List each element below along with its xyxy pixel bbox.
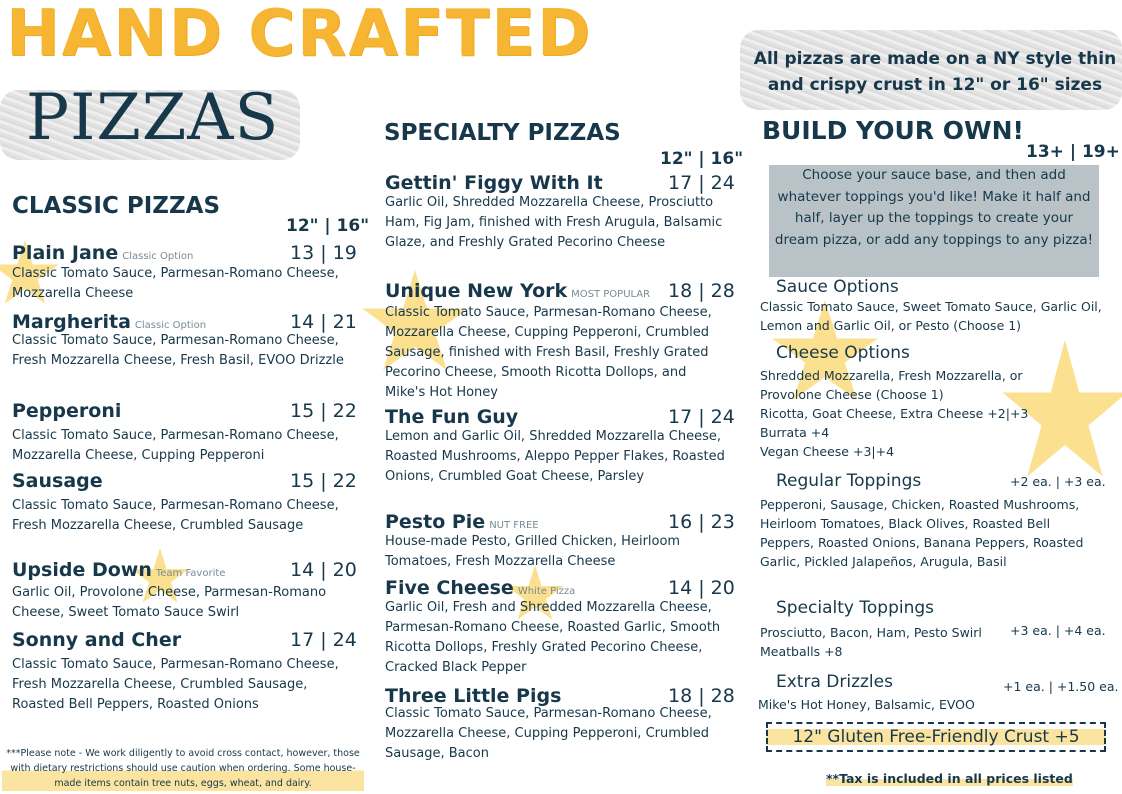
menu-item (12, 629, 362, 715)
hero-subtitle: PIZZAS (26, 81, 280, 155)
specialty-toppings-extra: Meatballs +8 (760, 644, 843, 659)
pizza-name: Three Little Pigs (385, 685, 562, 707)
menu-item (385, 511, 735, 572)
allergen-note: ***Please note - We work diligently to avoid cross contact, however, those with dietary restrictions should use caution when ordering. Some house-made items contain tree nuts, eggs, wheat, and dairy. (2, 746, 364, 791)
pizza-name: Pesto Pie (385, 511, 486, 533)
pizza-name: Gettin' Figgy With It (385, 172, 603, 194)
pizza-name: Unique New York (385, 280, 568, 302)
drizzles-price: +1 ea. | +1.50 ea. (1003, 679, 1119, 694)
drizzles-text: Mike's Hot Honey, Balsamic, EVOO (758, 697, 975, 712)
sauce-heading: Sauce Options (776, 277, 899, 297)
pizza-price: 15 | 22 (290, 400, 357, 422)
menu-item (12, 559, 362, 623)
gluten-free-box: 12" Gluten Free-Friendly Crust +5 (766, 722, 1106, 752)
menu-item (12, 242, 362, 304)
pizza-name: Five Cheese (385, 577, 514, 599)
pizza-description: Garlic Oil, Fresh and Shredded Mozzarella Cheese, Parmesan-Romano Cheese, Roasted Garlic, Smooth Ricotta Dollops, Freshly Grated Pecorino Cheese, Cracked Black Pepper (385, 600, 721, 675)
regular-heading: Regular Toppings (776, 471, 922, 491)
pizza-tag: Team Favorite (155, 568, 226, 579)
specialty-sizes: 12" | 16" (660, 149, 744, 169)
pizza-name: Upside Down (12, 559, 152, 581)
menu-item (12, 311, 362, 371)
pizza-price: 17 | 24 (290, 629, 357, 651)
build-intro: Choose your sauce base, and then add whatever toppings you'd like! Make it half and half, layer up the toppings to create your dream pizza, or add any toppings to any pizza! (769, 165, 1099, 277)
pizza-description: Garlic Oil, Provolone Cheese, Parmesan-Romano Cheese, Sweet Tomato Sauce Swirl (12, 585, 327, 620)
pizza-price: 18 | 28 (668, 685, 735, 707)
pizza-price: 15 | 22 (290, 470, 357, 492)
hero-title: HAND CRAFTED (6, 0, 593, 71)
specialty-toppings-text: Prosciutto, Bacon, Ham, Pesto Swirl (760, 625, 982, 640)
menu-item (12, 470, 362, 536)
pizza-description: House-made Pesto, Grilled Chicken, Heirloom Tomatoes, Fresh Mozzarella Cheese (385, 534, 681, 569)
build-heading: BUILD YOUR OWN! (762, 116, 1024, 145)
regular-text: Pepperoni, Sausage, Chicken, Roasted Mushrooms, Heirloom Tomatoes, Black Olives, Roasted Bell Peppers, Roasted Onions, Banana Peppers, Roasted Garlic, Pickled Jalapeños, Arugula, Basil (760, 497, 1084, 569)
pizza-tag: NUT FREE (489, 520, 539, 531)
pizza-name: Sausage (12, 470, 103, 492)
crust-info: All pizzas are made on a NY style thin and crispy crust in 12" or 16" sizes (753, 49, 1117, 95)
pizza-description: Classic Tomato Sauce, Parmesan-Romano Cheese, Mozzarella Cheese, Cupping Pepperoni, Crumbled Sausage, Bacon (385, 706, 712, 761)
pizza-description: Classic Tomato Sauce, Parmesan-Romano Cheese, Fresh Mozzarella Cheese, Fresh Basil, EVOO Drizzle (12, 333, 344, 368)
classic-heading: CLASSIC PIZZAS (12, 193, 221, 219)
build-sizes: 13+ | 19+ (1026, 142, 1120, 162)
menu-item (12, 400, 362, 466)
menu-item (385, 577, 735, 678)
pizza-tag: Classic Option (134, 320, 207, 331)
pizza-price: 13 | 19 (290, 242, 357, 264)
menu-item (385, 685, 735, 764)
pizza-price: 16 | 23 (668, 511, 735, 533)
pizza-price: 17 | 24 (668, 406, 735, 428)
pizza-tag: White Pizza (517, 586, 576, 597)
menu-item (385, 406, 735, 487)
menu-item (385, 172, 735, 253)
pizza-description: Classic Tomato Sauce, Parmesan-Romano Cheese, Fresh Mozzarella Cheese, Crumbled Sausage (12, 498, 339, 533)
pizza-price: 17 | 24 (668, 172, 735, 194)
cheese-extra: Vegan Cheese +3|+4 (760, 444, 895, 459)
specialty-toppings-heading: Specialty Toppings (776, 598, 935, 618)
pizza-description: Classic Tomato Sauce, Parmesan-Romano Cheese, Mozzarella Cheese, Cupping Pepperoni (12, 428, 339, 463)
pizza-name: Plain Jane (12, 242, 119, 264)
pizza-description: Garlic Oil, Shredded Mozzarella Cheese, Prosciutto Ham, Fig Jam, finished with Fresh Arugula, Balsamic Glaze, and Freshly Grated Pecorino Cheese (385, 195, 723, 250)
pizza-price: 14 | 20 (290, 559, 357, 581)
pizza-description: Classic Tomato Sauce, Parmesan-Romano Cheese, Mozzarella Cheese (12, 266, 339, 301)
pizza-description: Classic Tomato Sauce, Parmesan-Romano Cheese, Mozzarella Cheese, Cupping Pepperoni, Crumbled Sausage, finished with Fresh Basil, Freshly Grated Pecorino Cheese, Smooth Ricotta Dollops, and Mike's Hot Honey (385, 305, 712, 400)
cheese-heading: Cheese Options (776, 343, 910, 363)
pizza-name: The Fun Guy (385, 406, 519, 428)
pizza-name: Margherita (12, 311, 131, 333)
pizza-description: Lemon and Garlic Oil, Shredded Mozzarella Cheese, Roasted Mushrooms, Aleppo Pepper Flakes, Roasted Onions, Crumbled Goat Cheese, Parsley (385, 429, 725, 484)
regular-price: +2 ea. | +3 ea. (1010, 474, 1106, 489)
classic-sizes: 12" | 16" (286, 216, 370, 236)
sauce-text: Classic Tomato Sauce, Sweet Tomato Sauce, Garlic Oil, Lemon and Garlic Oil, or Pesto (Choose 1) (760, 299, 1102, 333)
drizzles-heading: Extra Drizzles (776, 672, 893, 692)
cheese-extra: Burrata +4 (760, 425, 830, 440)
specialty-toppings-price: +3 ea. | +4 ea. (1010, 623, 1106, 638)
specialty-heading: SPECIALTY PIZZAS (384, 120, 621, 146)
tax-note: **Tax is included in all prices listed (826, 771, 1073, 786)
pizza-description: Classic Tomato Sauce, Parmesan-Romano Cheese, Fresh Mozzarella Cheese, Crumbled Sausage, Roasted Bell Peppers, Roasted Onions (12, 657, 339, 712)
pizza-tag: MOST POPULAR (571, 289, 651, 300)
pizza-tag: Classic Option (122, 251, 194, 262)
menu-item (385, 280, 735, 403)
cheese-extra: Ricotta, Goat Cheese, Extra Cheese +2|+3 (760, 406, 1029, 421)
pizza-name: Sonny and Cher (12, 629, 182, 651)
cheese-text: Shredded Mozzarella, Fresh Mozzarella, or Provolone Cheese (Choose 1) (760, 368, 1023, 402)
pizza-price: 14 | 20 (668, 577, 735, 599)
pizza-price: 18 | 28 (668, 280, 735, 302)
pizza-name: Pepperoni (12, 400, 122, 422)
pizza-price: 14 | 21 (290, 311, 357, 333)
